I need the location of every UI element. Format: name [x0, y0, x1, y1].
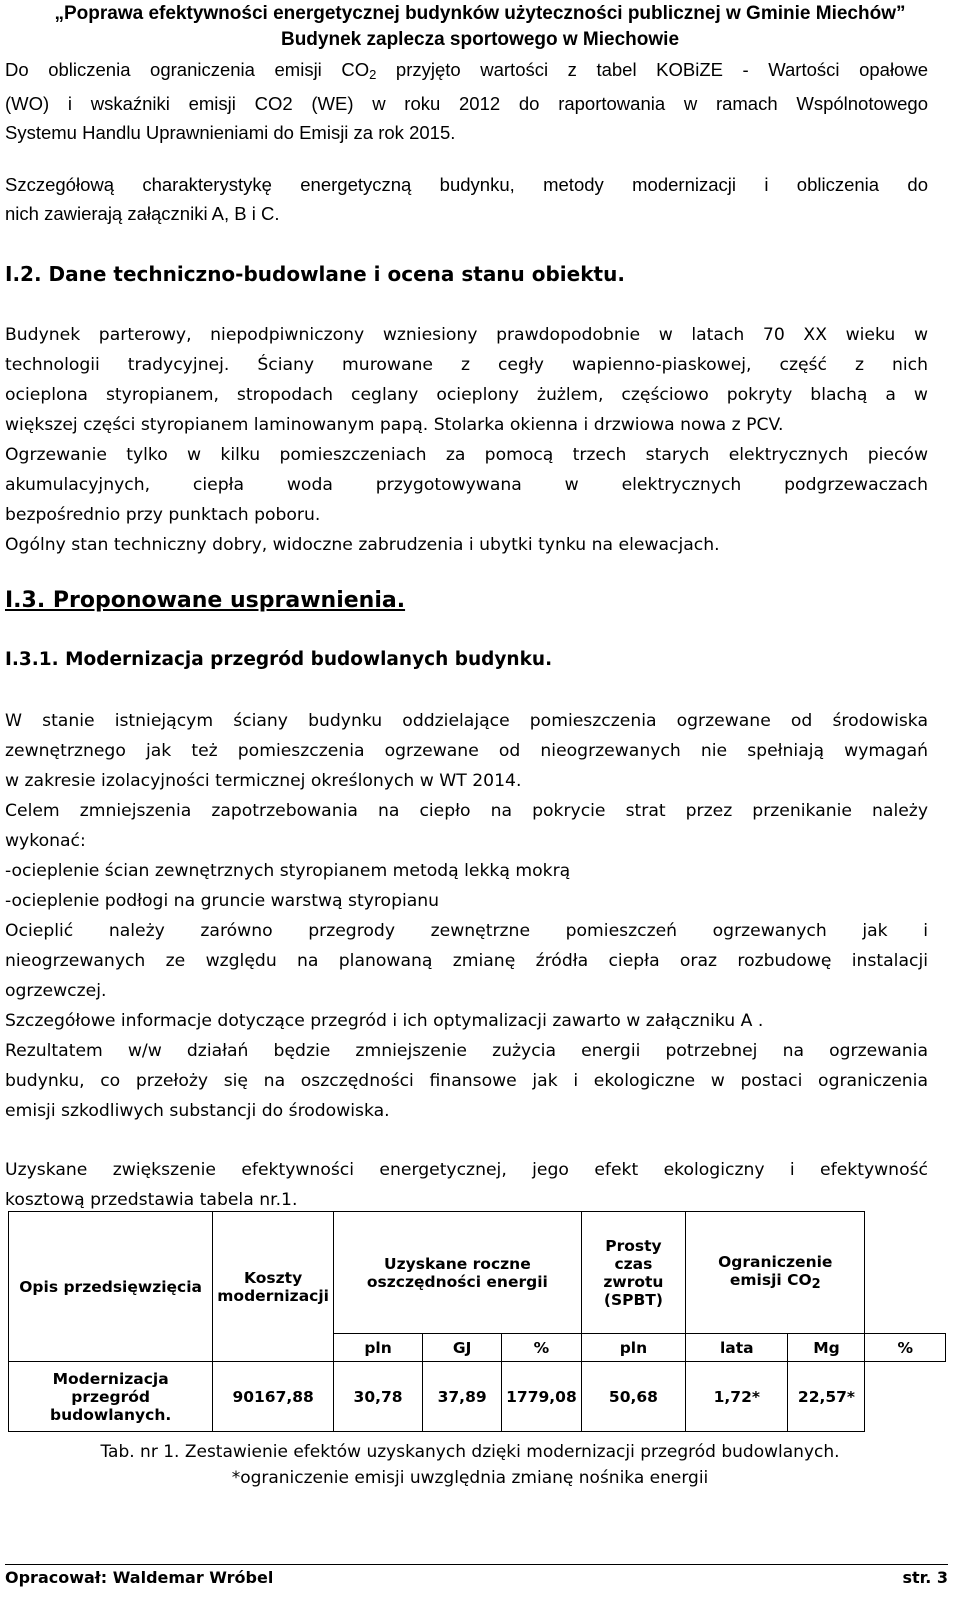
- caption-title: Tab. nr 1. Zestawienie efektów uzyskanych dzięki modernizacji przegród budowlanych.: [100, 1442, 840, 1462]
- body-line: emisji szkodliwych substancji do środowiska.: [5, 1101, 390, 1121]
- body-line: Ocieplić należy zarówno przegrody zewnętrzne pomieszczeń ogrzewanych jak i: [5, 921, 928, 941]
- document-header: [0, 0, 960, 53]
- body-line: W stanie istniejącym ściany budynku oddzielające pomieszczenia ogrzewane od środowiska: [5, 711, 928, 731]
- section-heading-i3: I.3. Proponowane usprawnienia.: [5, 588, 406, 613]
- value-cell: 50,68: [581, 1362, 685, 1432]
- summary-paragraph: [5, 1155, 928, 1215]
- body-line: Budynek parterowy, niepodpiwniczony wzniesiony prawdopodobnie w latach 70 XX wieku w: [5, 325, 928, 345]
- section-heading-i31: I.3.1. Modernizacja przegród budowlanych budynku.: [5, 649, 553, 670]
- unit-cell: pln: [581, 1334, 685, 1362]
- body-line: zewnętrznego jak też pomieszczenia ogrzewane od nieogrzewanych nie spełniają wymagań: [5, 741, 928, 761]
- header-savings: Uzyskane roczne oszczędności energii: [333, 1212, 581, 1334]
- intro-text: (WO) i wskaźniki emisji CO2 (WE) w roku 2012 do raportowania w ramach Wspólnotowego: [5, 93, 928, 114]
- intro-text: przyjęto wartości z tabel KOBiZE - Wartości opałowe: [376, 59, 928, 80]
- body-line: Celem zmniejszenia zapotrzebowania na ciepło na pokrycie strat przez przenikanie należy: [5, 801, 928, 821]
- details-text: nich zawierają załączniki A, B i C.: [5, 203, 280, 224]
- intro-paragraph: [5, 55, 928, 147]
- list-item: -ocieplenie ścian zewnętrznych styropianem metodą lekką mokrą: [5, 861, 571, 881]
- body-line: Rezultatem w/w działań będzie zmniejszenie zużycia energii potrzebnej na ogrzewania: [5, 1041, 928, 1061]
- caption-footnote: *ograniczenie emisji uwzględnia zmianę nośnika energii: [231, 1468, 709, 1488]
- body-line: kosztową przedstawia tabela nr.1.: [5, 1190, 298, 1210]
- unit-cell: %: [865, 1334, 946, 1362]
- body-line: technologii tradycyjnej. Ściany murowane z cegły wapienno-piaskowej, część z nich: [5, 355, 928, 375]
- value-cell: 1779,08: [502, 1362, 582, 1432]
- project-title: „Poprawa efektywności energetycznej budynków użyteczności publicznej w Gminie Miechów”: [54, 3, 906, 24]
- details-text: Szczegółową charakterystykę energetyczną budynku, metody modernizacji i obliczenia do: [5, 174, 928, 195]
- unit-cell: %: [502, 1334, 582, 1362]
- body-line: Szczegółowe informacje dotyczące przegród i ich optymalizacji zawarto w załączniku A .: [5, 1011, 764, 1031]
- co2-subscript: 2: [369, 67, 377, 82]
- header-description: Opis przedsięwzięcia: [9, 1212, 213, 1362]
- body-line: Uzyskane zwiększenie efektywności energetycznej, jego efekt ekologiczny i efektywność: [5, 1160, 928, 1180]
- table-caption: [0, 1439, 940, 1491]
- header-payback: Prosty czas zwrotu (SPBT): [581, 1212, 685, 1334]
- details-paragraph: [5, 170, 928, 228]
- list-item: -ocieplenie podłogi na gruncie warstwą styropianu: [5, 891, 440, 911]
- section-heading-i2: I.2. Dane techniczno-budowlane i ocena stanu obiektu.: [5, 262, 625, 286]
- body-line: większej części styropianem laminowanym papą. Stolarka okienna i drzwiowa nowa z PCV.: [5, 415, 784, 435]
- value-cell: 22,57*: [788, 1362, 865, 1432]
- body-line: w zakresie izolacyjności termicznej określonych w WT 2014.: [5, 771, 522, 791]
- unit-cell: pln: [333, 1334, 422, 1362]
- results-table: [8, 1211, 946, 1432]
- value-cell: 37,89: [423, 1362, 502, 1432]
- unit-cell: GJ: [423, 1334, 502, 1362]
- page-footer: [5, 1568, 948, 1587]
- header-emission: Ograniczenie emisji $CO_2$: [686, 1212, 865, 1334]
- proposal-paragraph: [5, 706, 928, 1126]
- body-line: Ogrzewanie tylko w kilku pomieszczeniach za pomocą trzech starych elektrycznych pieców: [5, 445, 928, 465]
- intro-text: Systemu Handlu Uprawnieniami do Emisji za rok 2015.: [5, 122, 456, 143]
- body-line: ogrzewczej.: [5, 981, 107, 1001]
- body-line: budynku, co przełoży się na oszczędności finansowe jak i ekologiczne w postaci ograniczenia: [5, 1071, 928, 1091]
- header-cost: Koszty modernizacji: [213, 1212, 334, 1362]
- body-line: akumulacyjnych, ciepła woda przygotowywana w elektrycznych podgrzewaczach: [5, 475, 928, 495]
- unit-cell: Mg: [788, 1334, 865, 1362]
- body-line: Ogólny stan techniczny dobry, widoczne zabrudzenia i ubytki tynku na elewacjach.: [5, 535, 720, 555]
- building-title: Budynek zaplecza sportowego w Miechowie: [280, 29, 680, 50]
- footer-author: Opracował: Waldemar Wróbel: [5, 1568, 274, 1587]
- row-label: Modernizacja przegród budowlanych.: [9, 1362, 213, 1432]
- value-cell: 1,72*: [686, 1362, 788, 1432]
- body-line: bezpośrednio przy punktach poboru.: [5, 505, 321, 525]
- page-number: str. 3: [902, 1568, 948, 1587]
- body-line: ocieplona styropianem, stropodach ceglany ocieplony żużlem, częściowo pokryty blachą a w: [5, 385, 928, 405]
- intro-text: Do obliczenia ograniczenia emisji CO: [5, 59, 370, 80]
- body-line: wykonać:: [5, 831, 86, 851]
- footer-divider: [5, 1564, 948, 1565]
- unit-cell: lata: [686, 1334, 788, 1362]
- body-line: nieogrzewanych ze względu na planowaną zmianę źródła ciepła oraz rozbudowę instalacji: [5, 951, 928, 971]
- table-header-row: [9, 1212, 946, 1334]
- building-description: [5, 320, 928, 560]
- value-cell: 90167,88: [213, 1362, 334, 1432]
- value-cell: 30,78: [333, 1362, 422, 1432]
- table-row: [9, 1362, 946, 1432]
